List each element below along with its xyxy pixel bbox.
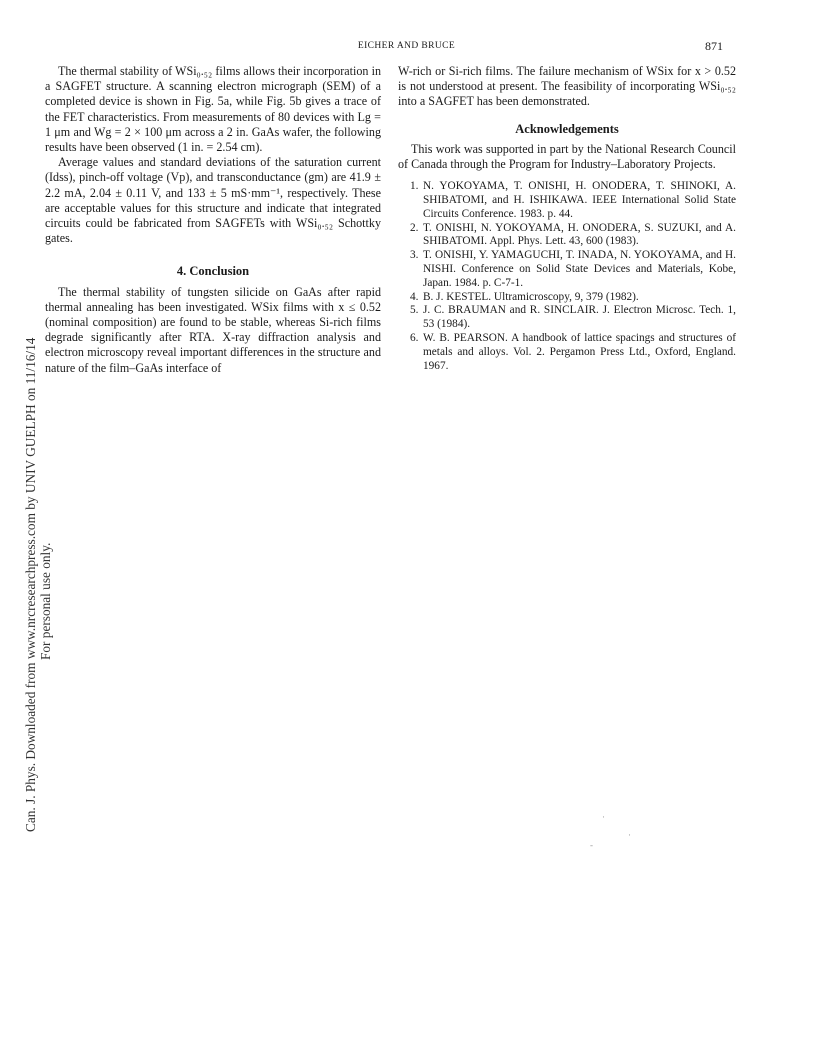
reference-number: 1.	[410, 180, 419, 193]
reference-text: J. C. BRAUMAN and R. SINCLAIR. J. Electron Microsc. Tech. 1, 53 (1984).	[423, 304, 736, 331]
reference-item	[398, 180, 736, 221]
left-column	[45, 64, 381, 376]
reference-text: B. J. KESTEL. Ultramicroscopy, 9, 379 (1982).	[423, 290, 639, 303]
reference-text: T. ONISHI, Y. YAMAGUCHI, T. INADA, N. YOKOYAMA, and H. NISHI. Conference on Solid State Devices and Materials, Kobe, Japan. 1984. p. C-7-1.	[423, 249, 736, 289]
reference-text: W. B. PEARSON. A handbook of lattice spacings and structures of metals and alloys. Vol. 2. Pergamon Press Ltd., Oxford, England. 1967.	[423, 331, 736, 372]
download-notice: Can. J. Phys. Downloaded from www.nrcresearchpress.com by UNIV GUELPH on 11/16/14	[23, 337, 38, 832]
reference-number: 2.	[410, 221, 419, 234]
reference-number: 4.	[410, 290, 419, 303]
reference-number: 6.	[410, 331, 419, 344]
reference-item	[398, 332, 736, 373]
body-paragraph: W-rich or Si-rich films. The failure mechanism of WSix for x > 0.52 is not understood at present. The feasibility of incorporating WSi₀.₅₂ into a SAGFET has been demonstrated.	[398, 64, 736, 109]
scan-artifact-dot: -	[590, 840, 593, 850]
acknowledgements-text: This work was supported in part by the National Research Council of Canada through the Program for Industry–Laboratory Projects.	[398, 141, 736, 172]
personal-use-notice: For personal use only.	[38, 542, 53, 660]
section-heading: 4. Conclusion	[176, 264, 250, 279]
page-number: 871	[705, 39, 723, 53]
acknowledgements-heading: Acknowledgements	[515, 121, 619, 136]
reference-number: 3.	[410, 249, 419, 262]
right-column	[398, 64, 736, 373]
reference-text: N. YOKOYAMA, T. ONISHI, H. ONODERA, T. SHINOKI, A. SHIBATOMI, and H. ISHIKAWA. IEEE International Solid State Circuits Conference. 1983. p. 44.	[423, 180, 736, 220]
reference-item	[398, 291, 736, 305]
body-paragraph: Average values and standard deviations of the saturation current (Idss), pinch-off voltage (Vp), and transconductance (gm) are 41.9 ± 2.2 mA, 2.04 ± 0.11 V, and 133 ± 5 mS·mm⁻¹, respectively. These are acceptable values for this structure and indicate that integrated circuits could be fabricated from SAGFETs with WSi₀.₅₂ Schottky gates.	[45, 155, 381, 246]
running-head: EICHER AND BRUCE	[357, 41, 456, 51]
reference-list	[398, 180, 736, 373]
scan-artifact-dot: ·	[602, 812, 605, 822]
reference-item	[398, 222, 736, 250]
download-watermark	[23, 338, 53, 832]
reference-item	[398, 304, 736, 332]
body-paragraph: The thermal stability of tungsten silicide on GaAs after rapid thermal annealing has been investigated. WSix films with x ≤ 0.52 (nominal composition) are found to be stable, whereas Si-rich films degrade significantly after RTA. X-ray diffraction analysis and electron microscopy reveal important differences in the structure and nature of the film–GaAs interface of	[45, 284, 381, 375]
scan-artifact-dot: ·	[628, 830, 631, 840]
reference-number: 5.	[410, 304, 419, 317]
reference-item	[398, 249, 736, 290]
body-paragraph: The thermal stability of WSi₀.₅₂ films allows their incorporation in a SAGFET structure. A scanning electron micrograph (SEM) of a completed device is shown in Fig. 5a, while Fig. 5b gives a trace of the FET characteristics. From measurements of 80 devices with Lg = 1 μm and Wg = 2 × 100 μm across a 2 in. GaAs wafer, the following results have been observed (1 in. = 2.54 cm).	[45, 64, 381, 155]
reference-text: T. ONISHI, N. YOKOYAMA, H. ONODERA, S. SUZUKI, and A. SHIBATOMI. Appl. Phys. Lett. 43, 600 (1983).	[423, 221, 736, 248]
